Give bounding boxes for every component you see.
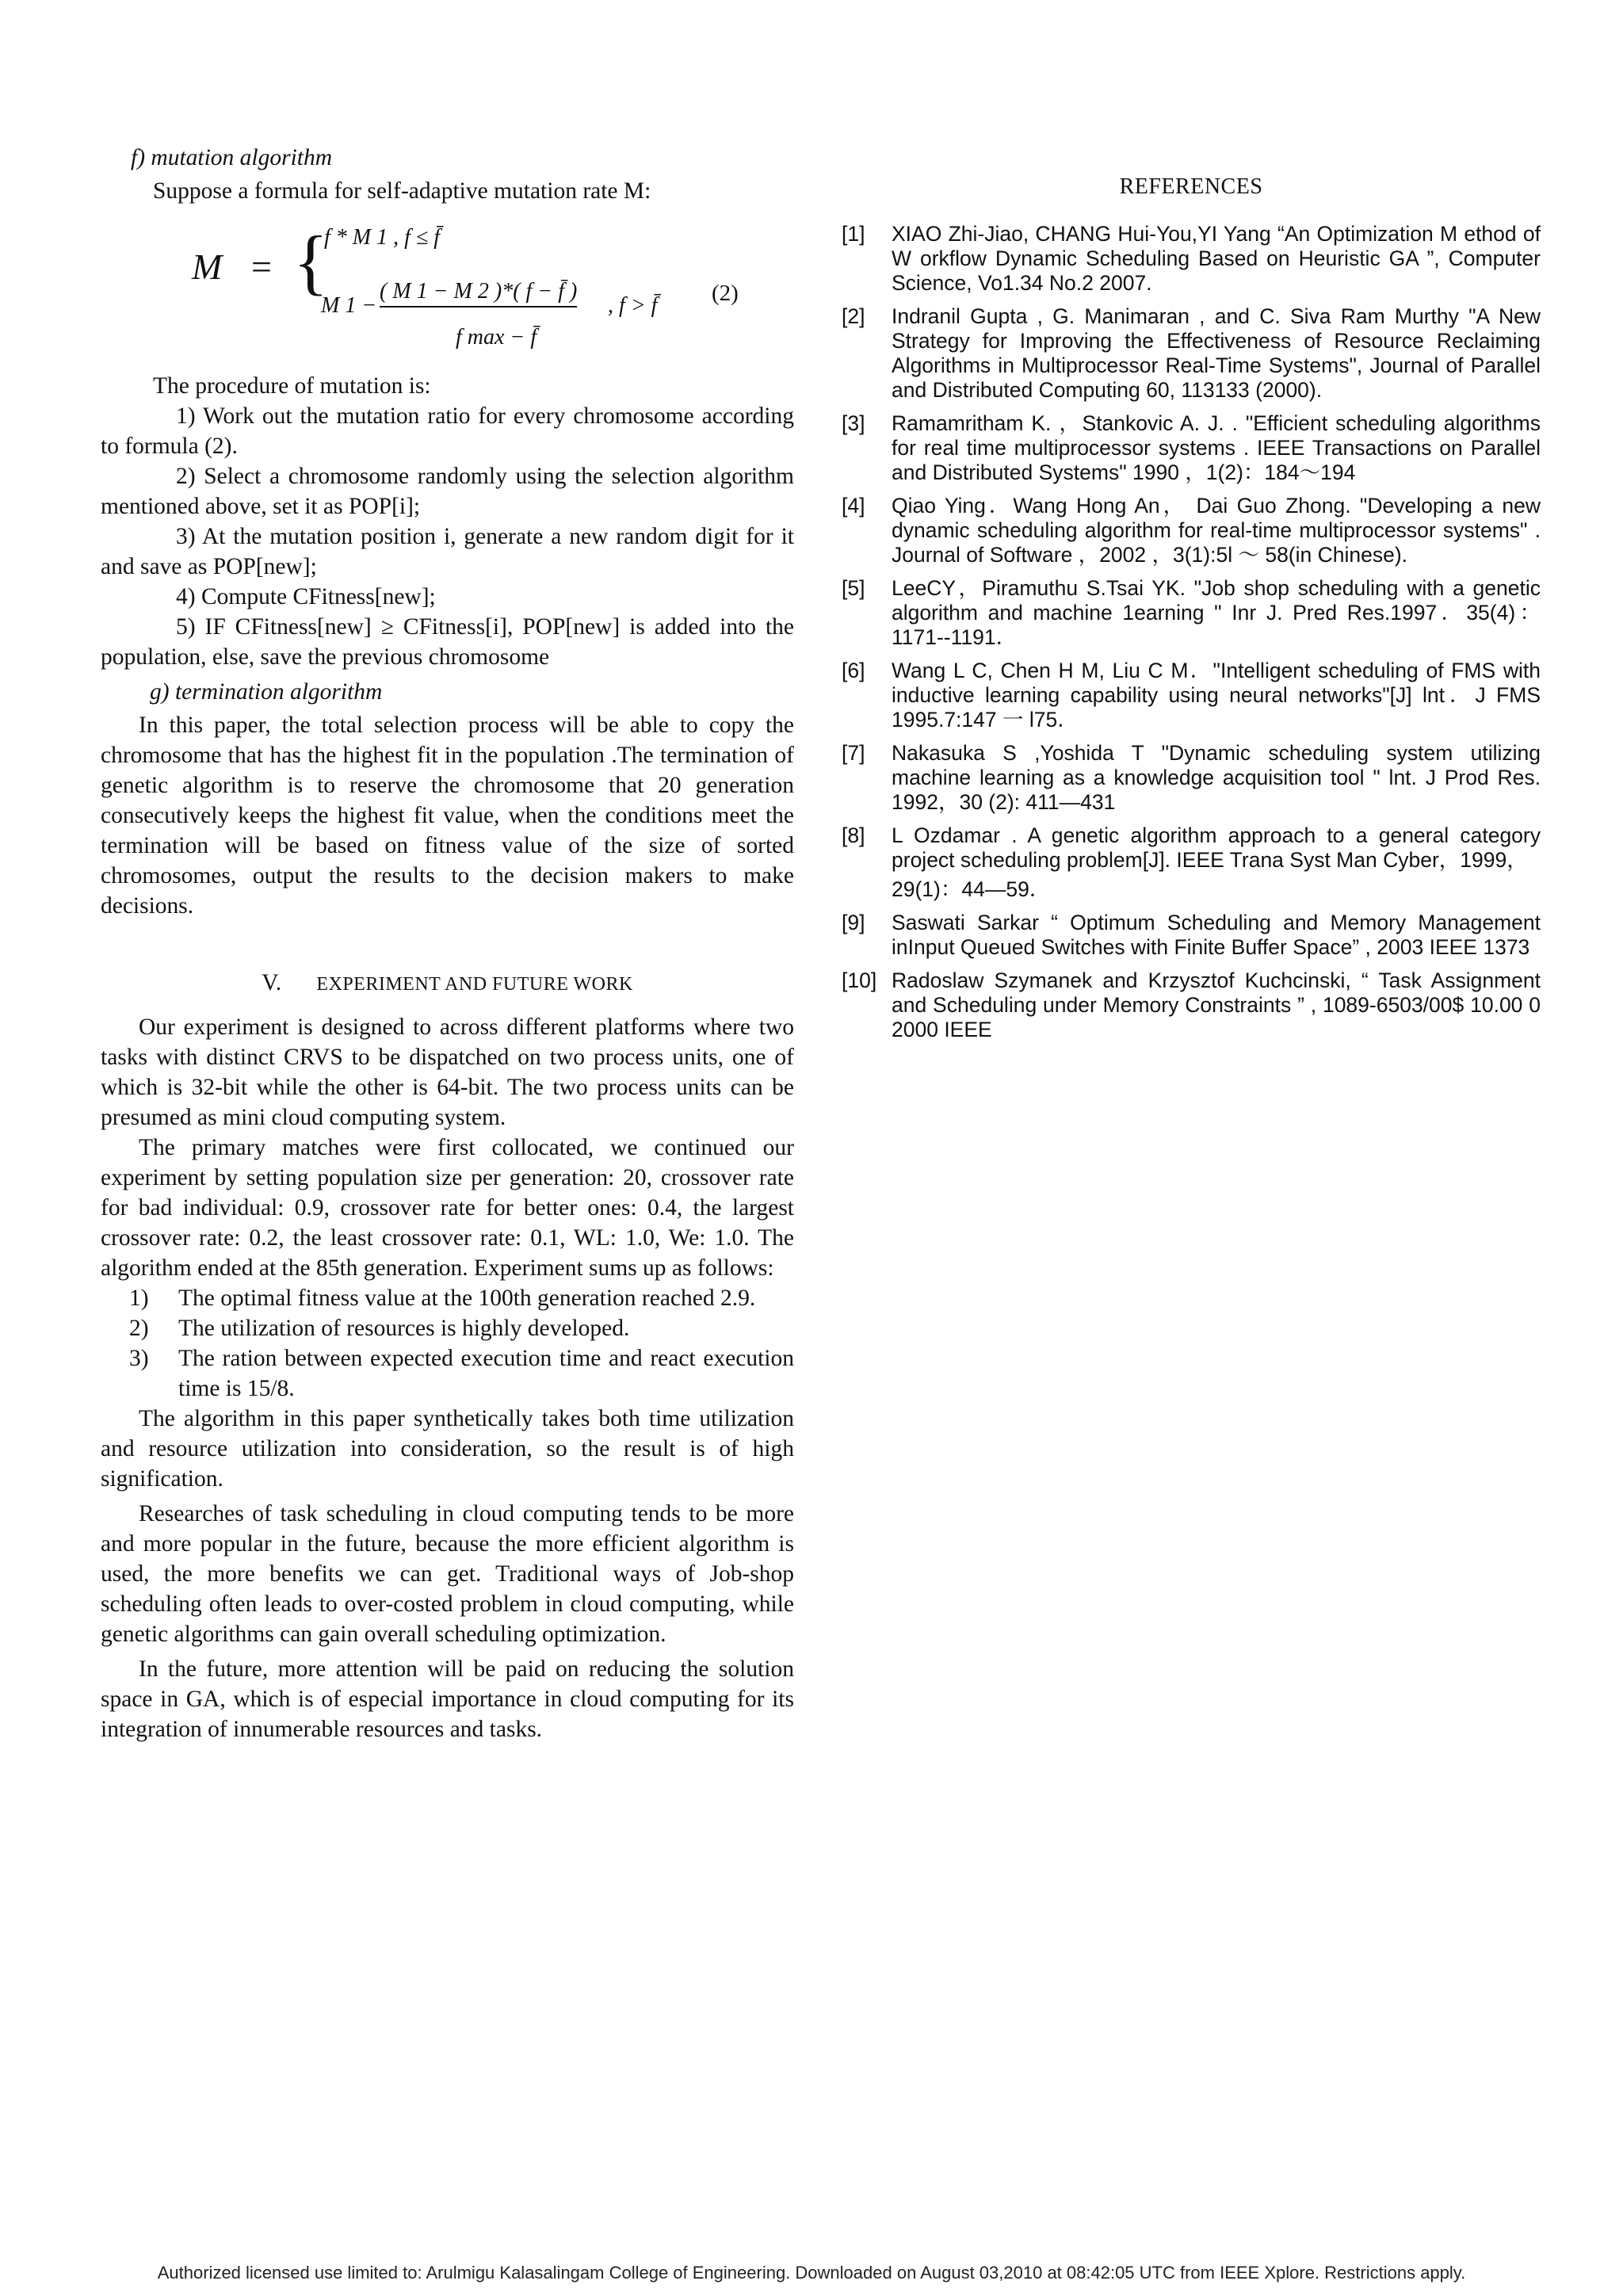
equation-case2-condition: , f > f̄ (608, 293, 658, 318)
reference-item: [10] Radoslaw Szymanek and Krzysztof Kuchcinski, “ Task Assignment and Scheduling under Memory Constraints ” , 1089-6503/00$ 10.00 0 2000 IEEE (842, 968, 1541, 1041)
termination-paragraph: In this paper, the total selection process will be able to copy the chromosome that has the highest fit in the population .The termination of genetic algorithm is to reserve the chromosome that 20 generation consecutively keeps the highest fit value, when the conditions meet the termination will be based on fitness value of the size of sorted chromosomes, output the results to the decision makers to make decisions. (101, 712, 794, 919)
experiment-paragraph-2: The primary matches were first collocated, we continued our experiment by setting population size per generation: 20, crossover rate for bad individual: 0.9, crossover rate for better ones: 0.4, the largest crossover rate: 0.2, the least crossover rate: 0.1, WL: 1.0, We: 1.0. The algorithm ended at the 85th generation. Experiment sums up as follows: (101, 1135, 794, 1281)
reference-continuation: 29(1)：44—59． (892, 877, 1051, 901)
results-list (101, 1283, 794, 1404)
section-number: V. (262, 970, 282, 995)
left-column (101, 143, 794, 1744)
procedure-step-4: 4) Compute CFitness[new]; (176, 584, 436, 609)
equation-case2-numerator: ( M 1 − M 2 )*( f − f̄ ) (380, 279, 577, 308)
section-title: EXPERIMENT AND FUTURE WORK (316, 974, 633, 995)
license-footer: Authorized licensed use limited to: Arulmigu Kalasalingam College of Engineering. Downloaded on August 03,2010 at 08:42:05 UTC from IEEE Xplore. Restrictions apply. (157, 2263, 1466, 2283)
equation-case1: f * M 1 , f ≤ f̄ (324, 225, 441, 250)
procedure-step-5: 5) IF CFitness[new] ≥ CFitness[i], POP[new] is added into the population, else, save the previous chromosome (101, 614, 794, 670)
reference-item: [7] Nakasuka S ,Yoshida T "Dynamic scheduling system utilizing machine learning as a knowledge acquisition tool " lnt. J Prod Res. 1992，30 (2): 411—431 (842, 741, 1541, 814)
reference-item: [2] Indranil Gupta , G. Manimaran , and C. Siva Ram Murthy "A New Strategy for Improving the Effectiveness of Resource Reclaiming Algorithms in Multiprocessor Real-Time Systems", Journal of Parallel and Distributed Computing 60, 113133 (2000). (842, 304, 1541, 402)
right-column (842, 143, 1541, 1051)
mutation-equation (101, 214, 794, 363)
list-item: 2) The utilization of resources is highly developed. (129, 1316, 630, 1341)
termination-heading: g) termination algorithm (150, 679, 383, 705)
reference-item: [9] Saswati Sarkar “ Optimum Scheduling and Memory Management inInput Queued Switches with Finite Buffer Space” , 2003 IEEE 1373 (842, 911, 1541, 959)
equation-case2-denominator: f max − f̄ (456, 325, 537, 350)
list-item: 3) The ration between expected execution time and react execution time is 15/8. (129, 1346, 794, 1401)
procedure-step-1: 1) Work out the mutation ratio for every chromosome according to formula (2). (101, 403, 794, 459)
equation-lhs: M (192, 246, 223, 287)
reference-item: [3] Ramamritham K. ，Stankovic A. J. . "Efficient scheduling algorithms for real time multiprocessor systems . IEEE Transactions on Parallel and Distributed Systems" 1990 ，1(2)：184～194 (842, 411, 1541, 484)
reference-item: [6] Wang L C, Chen H M, Liu C M．"Intelligent scheduling of FMS with inductive learning capability using neural networks"[J] lnt．J FMS 1995.7:147 一 l75． (842, 659, 1541, 732)
reference-item: [1] XIAO Zhi-Jiao, CHANG Hui-You,YI Yang “An Optimization M ethod of W orkflow Dynamic Scheduling Based on Heuristic GA ”, Computer Science, Vo1.34 No.2 2007. (842, 222, 1541, 295)
mutation-heading: f) mutation algorithm (131, 145, 333, 170)
references-title: REFERENCES (1119, 174, 1263, 199)
experiment-paragraph-3: The algorithm in this paper synthetically takes both time utilization and resource utilization into consideration, so the result is of high signification. (101, 1406, 794, 1492)
experiment-paragraph-4: Researches of task scheduling in cloud computing tends to be more and more popular in the future, because the more efficient algorithm is used, the more benefits we can get. Traditional ways of Job-shop scheduling often leads to over-costed problem in cloud computing, while genetic algorithms can gain overall scheduling optimization. (101, 1501, 794, 1647)
equation-equals: = (251, 246, 272, 287)
section-heading (101, 970, 794, 996)
reference-item: [8] L Ozdamar . A genetic algorithm approach to a general category project scheduling problem[J]. IEEE Trana Syst Man Cyber，1999， 29(1)：44—59． (842, 823, 1541, 901)
experiment-paragraph-1: Our experiment is designed to across different platforms where two tasks with distinct CRVS to be dispatched on two process units, one of which is 32-bit while the other is 64-bit. The two process units can be presumed as mini cloud computing system. (101, 1014, 794, 1130)
reference-item: [4] Qiao Ying．Wang Hong An， Dai Guo Zhong. "Developing a new dynamic scheduling algorithm for real-time multiprocessor systems" . Journal of Software ，2002 ，3(1):5l ～ 58(in Chinese). (842, 494, 1541, 567)
experiment-paragraph-5: In the future, more attention will be paid on reducing the solution space in GA, which is of especial importance in cloud computing for its integration of innumerable resources and tasks. (101, 1656, 794, 1742)
list-item: 1) The optimal fitness value at the 100th generation reached 2.9. (129, 1286, 756, 1311)
procedure-step-3: 3) At the mutation position i, generate a new random digit for it and save as POP[new]; (101, 524, 794, 579)
procedure-step-2: 2) Select a chromosome randomly using the selection algorithm mentioned above, set it as POP[i]; (101, 464, 794, 519)
equation-case2-lead: M 1 − (321, 293, 377, 318)
reference-item: [5] LeeCY，Piramuthu S.Tsai YK. "Job shop scheduling with a genetic algorithm and machine 1earning " Inr J. Pred Res.1997．35(4)：1171--1191． (842, 576, 1541, 649)
equation-number: (2) (712, 281, 739, 306)
procedure-intro: The procedure of mutation is: (153, 373, 431, 399)
mutation-intro: Suppose a formula for self-adaptive mutation rate M: (153, 178, 651, 204)
equation-brace: { (293, 221, 329, 302)
